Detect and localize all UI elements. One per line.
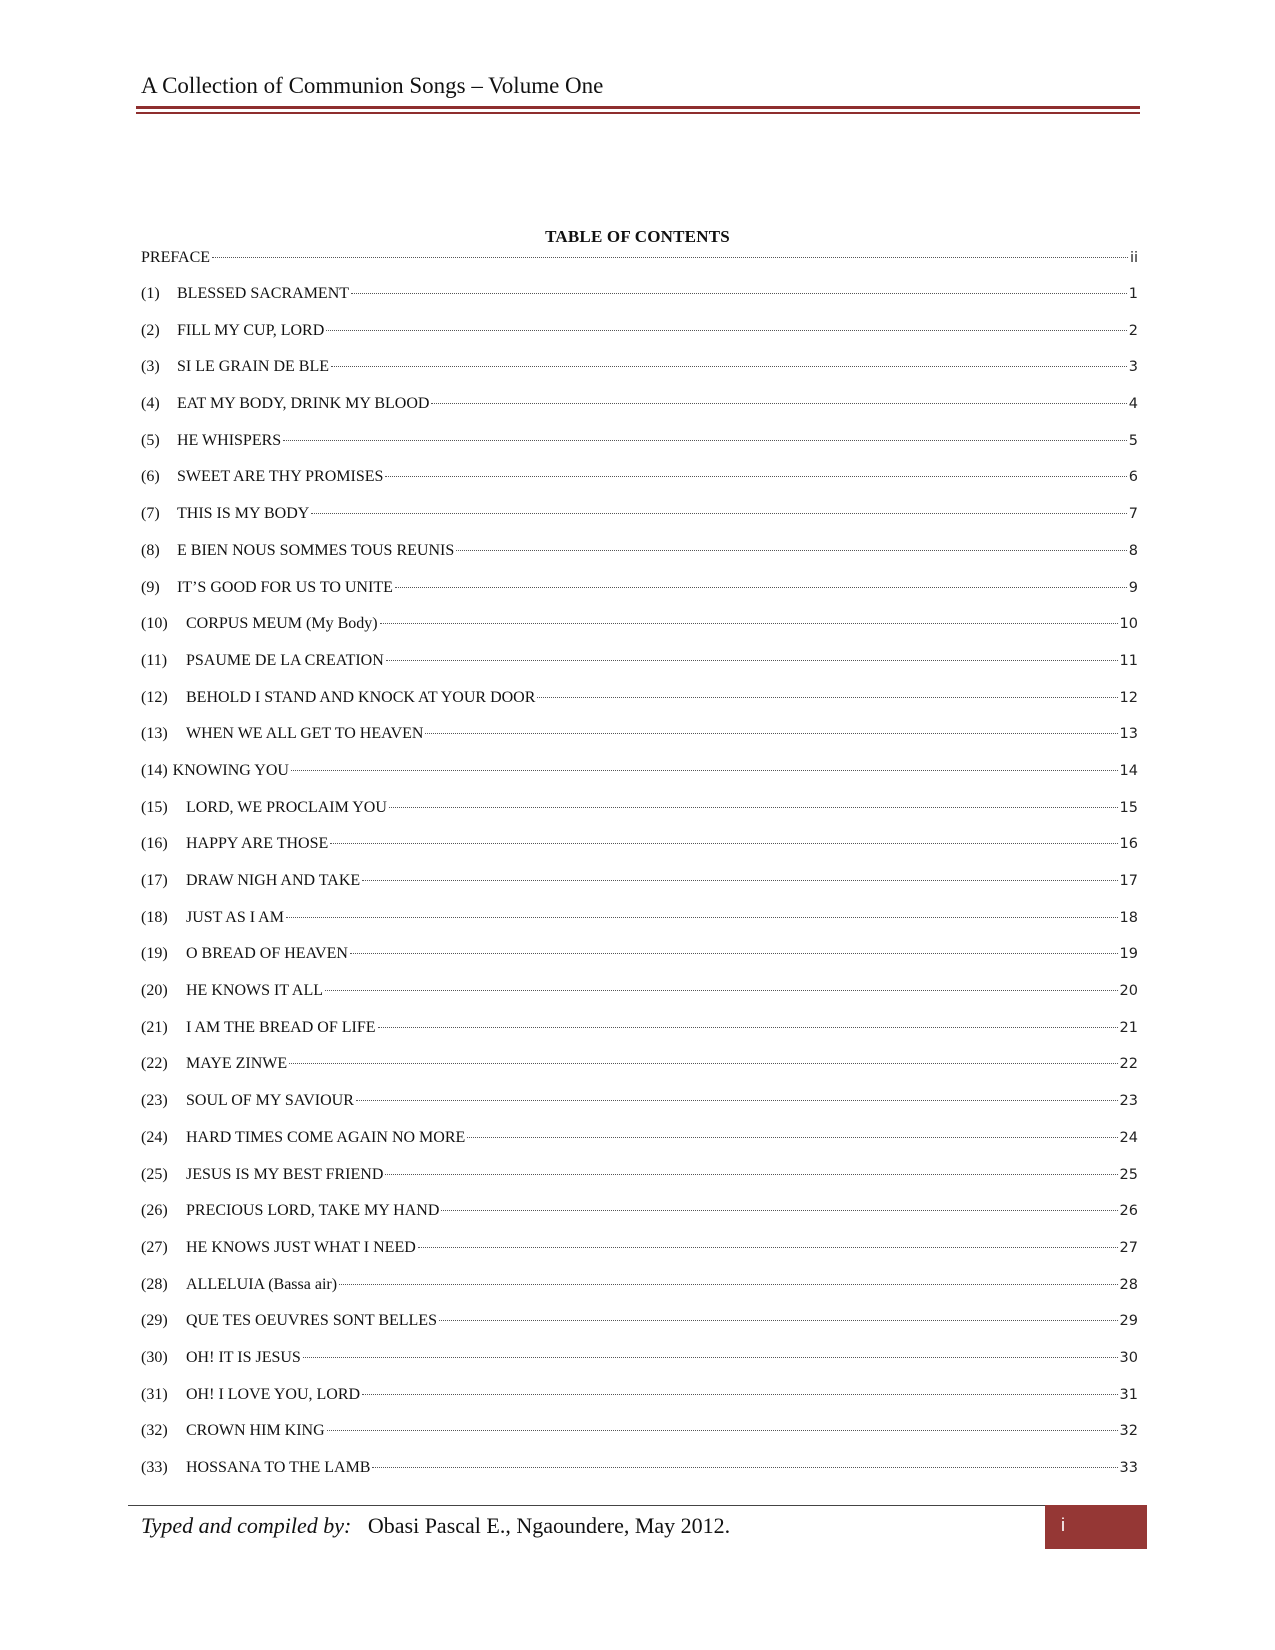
toc-entry-title: HAPPY ARE THOSE (186, 835, 329, 853)
toc-entry-title: PRECIOUS LORD, TAKE MY HAND (186, 1202, 440, 1220)
toc-entry-title: LORD, WE PROCLAIM YOU (186, 798, 387, 816)
toc-entry-title: EAT MY BODY, DRINK MY BLOOD (177, 395, 430, 413)
footer-label: Typed and compiled by: (141, 1513, 352, 1538)
footer-rule (128, 1505, 1045, 1506)
toc-entry-page: 21 (1119, 1019, 1138, 1036)
toc-entry[interactable] (141, 468, 1138, 505)
toc-entry-title: KNOWING YOU (172, 761, 289, 779)
toc-dot-leader (325, 990, 1118, 991)
toc-entry-page: 20 (1119, 983, 1138, 1000)
toc-entry-page: 3 (1128, 359, 1138, 376)
toc-dot-leader (380, 623, 1118, 624)
toc-dot-leader (351, 293, 1127, 294)
toc-entry-number: (11) (141, 651, 168, 669)
toc-entry-number: (30) (141, 1348, 168, 1366)
toc-entry-title: SI LE GRAIN DE BLE (177, 358, 329, 376)
toc-entry-number: (13) (141, 725, 168, 743)
toc-entry[interactable] (141, 652, 1138, 689)
toc-entry-title: O BREAD OF HEAVEN (186, 945, 348, 963)
toc-entry-number: (21) (141, 1018, 168, 1036)
toc-entry[interactable] (141, 1386, 1138, 1423)
toc-dot-leader (350, 953, 1118, 954)
toc-entry-page: 12 (1119, 689, 1138, 706)
toc-entry-number: (14) (141, 761, 168, 779)
toc-entry-page: 18 (1119, 909, 1138, 926)
toc-entry-title: OH! IT IS JESUS (186, 1348, 301, 1366)
toc-entry-title: JESUS IS MY BEST FRIEND (186, 1165, 384, 1183)
toc-entry-number: (9) (141, 578, 160, 596)
toc-entry-title: MAYE ZINWE (186, 1055, 288, 1073)
toc-entry[interactable] (141, 1312, 1138, 1349)
toc-entry-title: WHEN WE ALL GET TO HEAVEN (186, 725, 424, 743)
toc-entry-number: (29) (141, 1312, 168, 1330)
toc-entry-number: (1) (141, 285, 160, 302)
toc-entry[interactable] (141, 799, 1138, 836)
toc-entry[interactable] (141, 432, 1138, 469)
toc-entry-number: (10) (141, 615, 168, 633)
toc-dot-leader (291, 770, 1118, 771)
toc-entry-title: OH! I LOVE YOU, LORD (186, 1385, 361, 1403)
toc-entry-number: (18) (141, 908, 168, 926)
toc-entry-page: 27 (1119, 1239, 1138, 1256)
toc-entry-number: (2) (141, 321, 160, 339)
toc-dot-leader (439, 1320, 1118, 1321)
toc-entry-title: DRAW NIGH AND TAKE (186, 872, 361, 889)
toc-entry-title: SWEET ARE THY PROMISES (177, 468, 384, 486)
toc-dot-leader (425, 733, 1117, 734)
toc-entry-title: HE KNOWS IT ALL (186, 982, 324, 1000)
toc-dot-leader (327, 1430, 1118, 1431)
toc-entry[interactable] (141, 1239, 1138, 1276)
toc-dot-leader (283, 440, 1127, 441)
toc-entry[interactable] (141, 1166, 1138, 1203)
page-number-box (1045, 1505, 1147, 1549)
toc-dot-leader (467, 1137, 1117, 1138)
toc-entry-number: (4) (141, 395, 160, 413)
header-title: A Collection of Communion Songs – Volume One (141, 73, 604, 98)
toc-entry[interactable] (141, 725, 1138, 762)
toc-entry-page: 26 (1119, 1203, 1138, 1220)
toc-entry-page: 4 (1128, 396, 1138, 413)
footer-credit-text: Obasi Pascal E., Ngaoundere, May 2012. (367, 1513, 731, 1538)
toc-dot-leader (339, 1284, 1117, 1285)
footer-text (141, 1513, 730, 1539)
toc-entry[interactable] (141, 542, 1138, 579)
toc-dot-leader (311, 513, 1126, 514)
toc-dot-leader (326, 330, 1126, 331)
toc-entry-title: HE WHISPERS (177, 431, 282, 449)
toc-entry[interactable] (141, 1202, 1138, 1239)
toc-entry[interactable] (141, 615, 1138, 652)
toc-entry-number: (8) (141, 541, 160, 559)
toc-dot-leader (362, 1394, 1118, 1395)
toc-entry-page: 1 (1128, 286, 1138, 302)
toc-entry-title: JUST AS I AM (186, 908, 284, 926)
toc-dot-leader (389, 807, 1118, 808)
toc-entry-number: (31) (141, 1385, 168, 1403)
toc-dot-leader (286, 917, 1118, 918)
toc-entry-page: 22 (1119, 1056, 1138, 1073)
toc-entry-title: SOUL OF MY SAVIOUR (186, 1092, 354, 1110)
toc-entry-page: 28 (1119, 1276, 1138, 1293)
toc-entry[interactable] (141, 1055, 1138, 1092)
toc-entry-title: CROWN HIM KING (186, 1422, 325, 1440)
toc-heading: TABLE OF CONTENTS (545, 227, 730, 246)
toc-entry-number: (12) (141, 688, 168, 706)
toc-entry[interactable] (141, 249, 1138, 285)
toc-entry-number: (19) (141, 945, 168, 963)
toc-entry[interactable] (141, 1276, 1138, 1313)
toc-entry-title: BEHOLD I STAND AND KNOCK AT YOUR DOOR (186, 688, 536, 706)
toc-entry-page: 24 (1119, 1129, 1138, 1146)
toc-entry[interactable] (141, 1459, 1138, 1496)
toc-entry-number: (27) (141, 1238, 168, 1256)
toc-dot-leader (441, 1210, 1117, 1211)
toc-entry-page: 17 (1119, 873, 1138, 889)
toc-entry-title: HE KNOWS JUST WHAT I NEED (186, 1238, 416, 1256)
toc-entry-number: (22) (141, 1055, 168, 1073)
toc-entry-page: 25 (1119, 1166, 1138, 1183)
toc-entry-page: 9 (1128, 579, 1138, 596)
toc-entry[interactable] (141, 395, 1138, 432)
toc-entry-page: 32 (1119, 1423, 1138, 1440)
toc-entry[interactable] (141, 1349, 1138, 1386)
toc-entry-page: 19 (1119, 946, 1138, 963)
toc-entry-number: (6) (141, 468, 160, 486)
toc-entry-number: (32) (141, 1422, 168, 1440)
toc-entry-number: (16) (141, 835, 168, 853)
toc-entry-title: FILL MY CUP, LORD (177, 321, 325, 339)
toc-dot-leader (331, 366, 1127, 367)
toc-entry-number: (3) (141, 358, 160, 376)
toc-list (141, 249, 1138, 1496)
toc-entry[interactable] (141, 835, 1138, 872)
toc-entry-page: 16 (1119, 836, 1138, 853)
page-number: i (1061, 1515, 1065, 1535)
toc-entry-number: (7) (141, 505, 160, 523)
toc-entry[interactable] (141, 579, 1138, 616)
toc-dot-leader (537, 697, 1117, 698)
toc-entry-page: 29 (1119, 1313, 1138, 1330)
toc-entry[interactable] (141, 945, 1138, 982)
toc-entry[interactable] (141, 1092, 1138, 1129)
toc-entry-page: 2 (1128, 322, 1138, 339)
toc-dot-leader (362, 880, 1117, 881)
toc-entry-number: (23) (141, 1092, 168, 1110)
toc-entry-page: 6 (1128, 469, 1138, 486)
toc-entry[interactable] (141, 762, 1138, 799)
toc-entry-title: THIS IS MY BODY (177, 505, 310, 523)
toc-entry[interactable] (141, 1422, 1138, 1459)
toc-dot-leader (212, 257, 1128, 258)
toc-entry[interactable] (141, 322, 1138, 359)
toc-entry[interactable] (141, 358, 1138, 395)
toc-entry-number: (24) (141, 1128, 168, 1146)
toc-dot-leader (303, 1357, 1118, 1358)
toc-entry-title: PSAUME DE LA CREATION (186, 651, 384, 669)
toc-entry-title: HOSSANA TO THE LAMB (186, 1459, 371, 1476)
toc-dot-leader (289, 1063, 1117, 1064)
footer-credit (357, 1513, 730, 1538)
toc-dot-leader (378, 1027, 1118, 1028)
toc-dot-leader (456, 550, 1127, 551)
toc-entry-title: CORPUS MEUM (My Body) (186, 615, 378, 633)
toc-entry-page: 33 (1119, 1460, 1138, 1476)
toc-entry-number: (28) (141, 1275, 168, 1293)
toc-dot-leader (330, 843, 1117, 844)
toc-entry[interactable] (141, 1019, 1138, 1056)
toc-dot-leader (386, 660, 1118, 661)
toc-entry-title: ALLELUIA (Bassa air) (186, 1275, 338, 1293)
toc-entry[interactable] (141, 872, 1138, 909)
toc-entry-number: (25) (141, 1165, 168, 1183)
toc-entry-page: 31 (1119, 1386, 1138, 1403)
toc-entry-number: (5) (141, 431, 160, 449)
toc-dot-leader (385, 476, 1126, 477)
toc-entry-page: 7 (1128, 506, 1138, 523)
toc-entry[interactable] (141, 982, 1138, 1019)
toc-dot-leader (431, 403, 1126, 404)
toc-entry-title: QUE TES OEUVRES SONT BELLES (186, 1312, 437, 1330)
toc-entry[interactable] (141, 1129, 1138, 1166)
toc-entry-number: (33) (141, 1459, 168, 1476)
toc-entry-title: BLESSED SACRAMENT (177, 285, 350, 302)
toc-entry[interactable] (141, 285, 1138, 322)
toc-entry-page: 13 (1119, 726, 1138, 743)
toc-dot-leader (395, 587, 1127, 588)
toc-entry-page: 10 (1119, 616, 1138, 633)
toc-entry-page: 23 (1119, 1093, 1138, 1110)
toc-entry-number: (17) (141, 872, 168, 889)
toc-entry-page: 14 (1119, 762, 1138, 779)
toc-entry-page: 11 (1119, 652, 1138, 669)
toc-entry-number: (20) (141, 982, 168, 1000)
toc-dot-leader (385, 1174, 1117, 1175)
toc-entry[interactable] (141, 689, 1138, 726)
toc-entry-number: (26) (141, 1202, 168, 1220)
toc-dot-leader (356, 1100, 1118, 1101)
toc-entry-page: 15 (1119, 799, 1138, 816)
toc-entry-title: PREFACE (141, 249, 211, 266)
toc-entry-title: IT’S GOOD FOR US TO UNITE (177, 578, 393, 596)
toc-dot-leader (418, 1247, 1118, 1248)
toc-entry-page: 8 (1128, 542, 1138, 559)
toc-entry-title: HARD TIMES COME AGAIN NO MORE (186, 1128, 466, 1146)
toc-entry-page: 5 (1128, 432, 1138, 449)
header-rule-thin (136, 112, 1140, 114)
toc-entry[interactable] (141, 909, 1138, 946)
toc-entry-number: (15) (141, 798, 168, 816)
toc-entry-title: E BIEN NOUS SOMMES TOUS REUNIS (177, 541, 455, 559)
toc-entry-title: I AM THE BREAD OF LIFE (186, 1018, 376, 1036)
toc-dot-leader (372, 1467, 1117, 1468)
toc-entry-page: 30 (1119, 1349, 1138, 1366)
header-rule-thick (136, 106, 1140, 109)
toc-entry[interactable] (141, 505, 1138, 542)
toc-entry-page: ii (1129, 250, 1138, 266)
